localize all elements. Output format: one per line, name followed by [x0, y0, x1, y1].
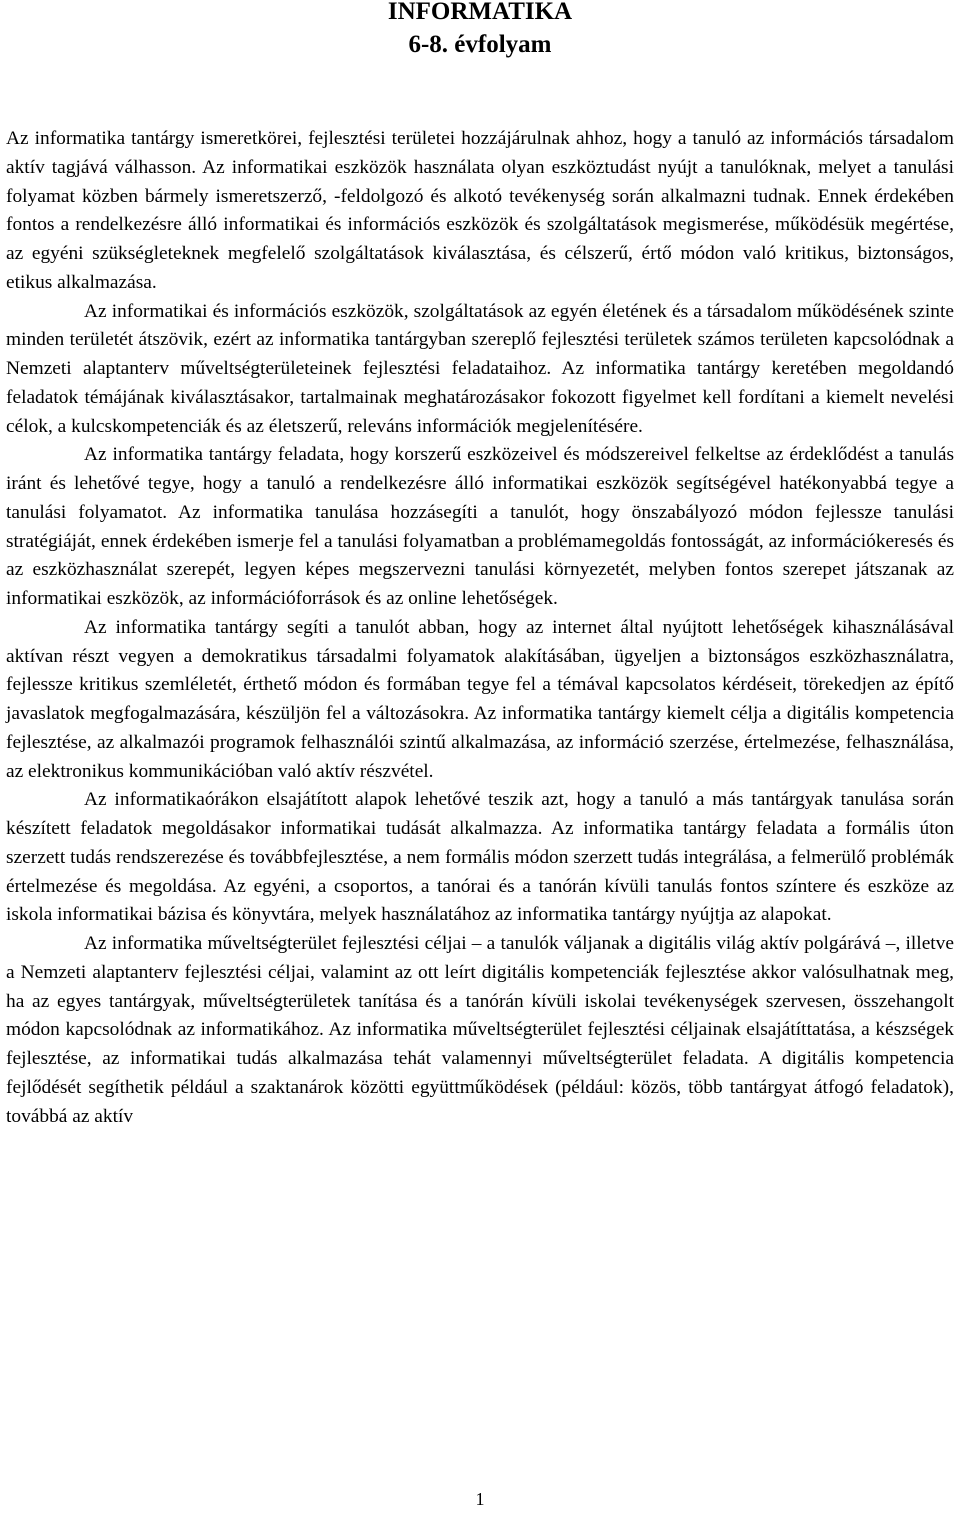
paragraph-2: Az informatikai és információs eszközök, szolgáltatások az egyén életének és a társadalom működésének szinte minden területét átszövik, ezért az informatika tantárgyban szereplő fejlesztési területek számos területen kapcsolódnak a Nemzeti alaptanterv műveltségterületeinek fejlesztési feladataihoz. Az informatika tantárgy keretében megoldandó feladatok témájának kiválasztásakor, tartalmainak meghatározásakor fokozott figyelmet kell fordítani a kiemelt nevelési célok, a kulcskompetenciák és az életszerű, releváns információk megjelenítésére.: [6, 300, 954, 437]
title-grade-range: 6-8. évfolyam: [408, 31, 552, 58]
paragraph-4: Az informatika tantárgy segíti a tanulót abban, hogy az internet által nyújtott lehetőségek kihasználásával aktívan részt vegyen a demokratikus társadalmi folyamatok alakításában, ügyeljen a biztonságos eszközhasználatra, fejlesszе kritikus szemléletét, érthető módon és formában tegye fel a témával kapcsolatos kérdéseit, törekedjen az építő javaslatok megfogalmazására, készüljön fel a változásokra. Az informatika tantárgy kiemelt célja a digitális kompetencia fejlesztése, az alkalmazói programok felhasználói szintű alkalmazása, az információ szerzése, értelmezése, felhasználása, az elektronikus kommunikációban való aktív részvétel.: [6, 616, 954, 782]
paragraph-6: Az informatika műveltségterület fejlesztési céljai – a tanulók váljanak a digitális világ aktív polgárává –, illetve a Nemzeti alaptanterv fejlesztési céljai, valamint az ott leírt digitális kompetenciák fejlesztése akkor valósulhatnak meg, ha az egyes tantárgyak, műveltségterületek tanítása és a tanórán kívüli iskolai tevékenységek szervesen, összehangolt módon kapcsolódnak az informatikához. Az informatika műveltségterület fejlesztési céljainak elsajátíttatása, a készségek fejlesztése, az informatikai tudás alkalmazása tehát valamennyi műveltségterület feladata. A digitális kompetencia fejlődését segíthetik például a szaktanárok közötti együttműködések (például: közös, több tantárgyat átfogó feladatok), továbbá az aktív: [6, 933, 954, 1127]
paragraph-1: Az informatika tantárgy ismeretkörei, fejlesztési területei hozzájárulnak ahhoz, hogy a tanuló az információs társadalom aktív tagjává válhasson. Az informatikai eszközök használata olyan eszköztudást nyújt a tanulóknak, melyet a tanulási folyamat közben bármely ismeretszerző, -feldolgozó és alkotó tevékenység során alkalmazni tudnak. Ennek érdekében fontos a rendelkezésre álló informatikai és információs eszközök és szolgáltatások megismerése, működésük megértése, az egyéni szükségleteknek megfelelő szolgáltatások kiválasztása, és célszerű, értő módon való kritikus, biztonságos, etikus alkalmazása.: [6, 128, 954, 293]
paragraph-5: Az informatikaórákon elsajátított alapok lehetővé teszik azt, hogy a tanuló a más tantárgyak tanulása során készített feladatok megoldásakor informatikai tudását alkalmazza. Az informatika tantárgy feladata a formális úton szerzett tudás rendszerezése és továbbfejlesztése, a nem formális módon szerzett tudás integrálása, a felmerülő problémák értelmezése és megoldása. Az egyéni, a csoportos, a tanórai és a tanórán kívüli tanulás fontos színtere és eszköze az iskola informatikai bázisa és könyvtára, melyek használatához az informatika tantárgy nyújtja az alapokat.: [6, 789, 954, 926]
document-title: [0, 0, 960, 61]
page-number: 1: [475, 1489, 485, 1509]
body-text: [6, 125, 954, 1131]
paragraph-3: Az informatika tantárgy feladata, hogy korszerű eszközeivel és módszereivel felkeltse az érdeklődést a tanulás iránt és lehetővé tegye, hogy a tanuló a rendelkezésre álló informatikai eszközök segítségével hatékonyabbá tegye a tanulási folyamatot. Az informatika tanulása hozzásegíti a tanulót, hogy önszabályozó módon fejlessze tanulási stratégiáját, ennek érdekében ismerje fel a tanulási folyamatban a problémamegoldás fontosságát, az információkeresés és az eszközhasználat szerepét, legyen képes megszervezni tanulási környezetét, melyben fontos szerepet játszanak az informatikai eszközök, az információforrások és az online lehetőségek.: [6, 444, 954, 609]
title-subject: INFORMATIKA: [387, 0, 573, 25]
